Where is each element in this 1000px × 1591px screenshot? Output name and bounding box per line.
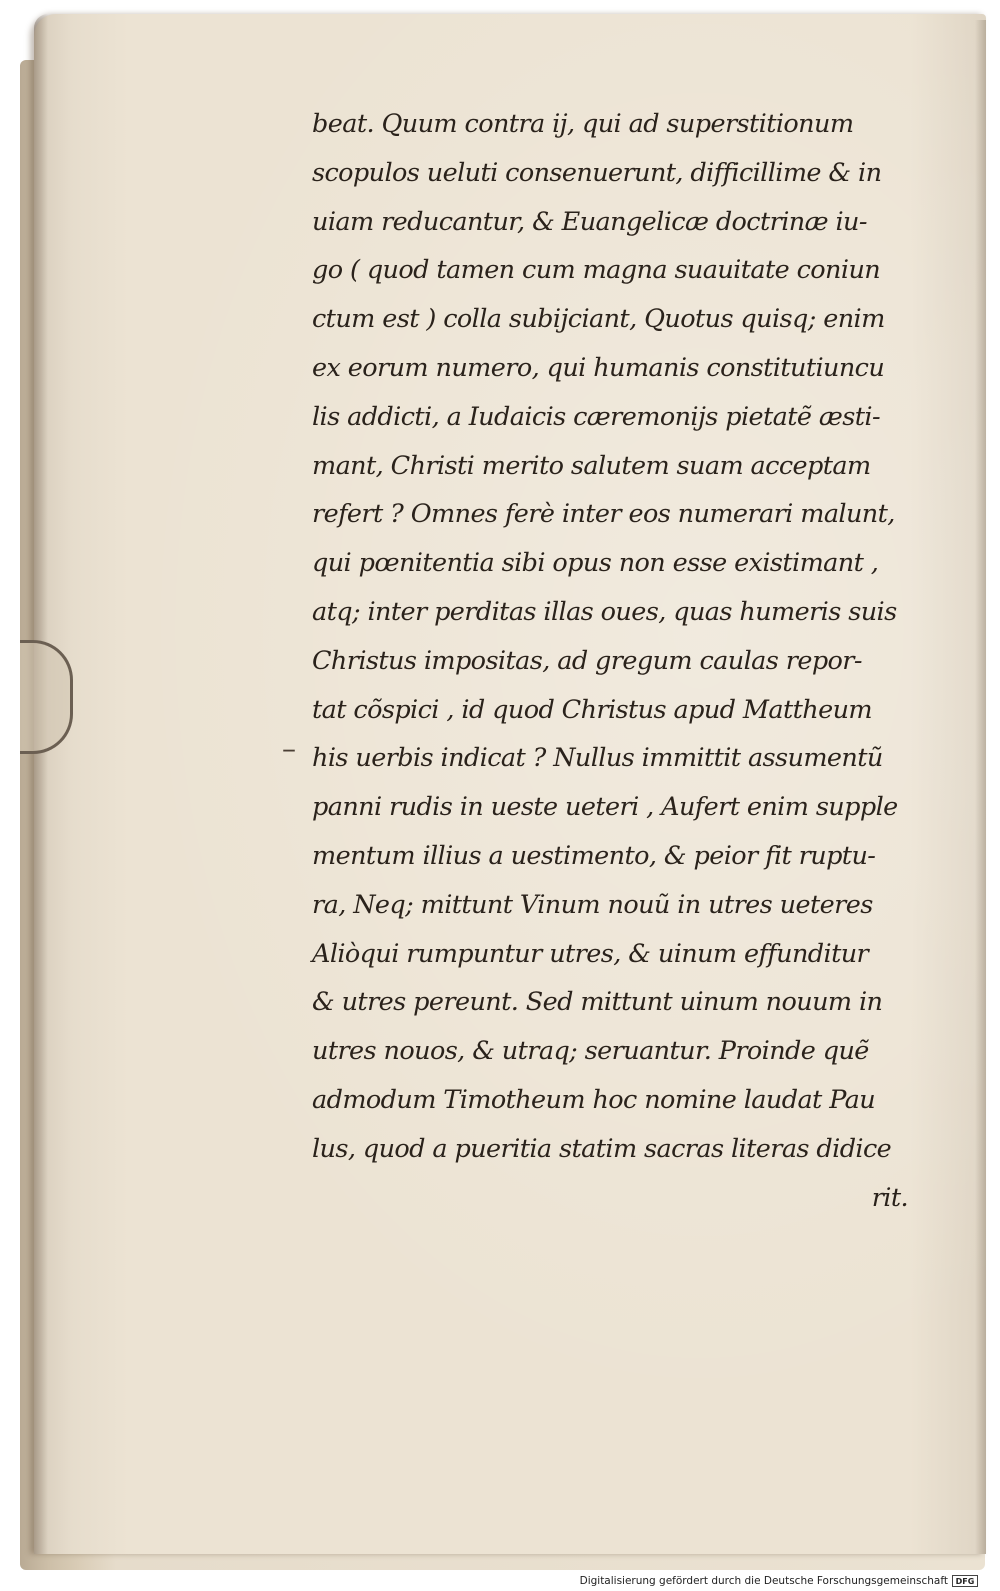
text-line-last: rit. xyxy=(871,1182,908,1213)
text-line-13: tat cõspici , id quod Christus apud Mattheum xyxy=(312,694,873,725)
text-line-15: panni rudis in ueste ueteri , Aufert enim supple xyxy=(312,792,898,823)
dfg-logo-icon: DFG xyxy=(952,1575,978,1587)
text-line-20: utres nouos, & utraq; seruantur. Proinde quẽ xyxy=(312,1036,869,1067)
margin-dash-mark: – xyxy=(282,732,296,765)
text-line-19: & utres pereunt. Sed mittunt uinum nouum in xyxy=(312,987,883,1018)
book-clasp xyxy=(20,640,73,754)
page-right-edge xyxy=(975,20,986,1554)
text-line-17: ra, Neq; mittunt Vinum nouũ in utres ueteres xyxy=(312,889,873,920)
text-line-12: Christus impositas, ad gregum caulas repor- xyxy=(312,645,862,676)
text-line-6: ex eorum numero, qui humanis constitutiuncu xyxy=(312,352,885,383)
text-line-16: mentum illius a uestimento, & peior fit ruptu- xyxy=(312,840,876,871)
text-line-4: go ( quod tamen cum magna suauitate coniun xyxy=(312,255,881,286)
text-line-22: lus, quod a pueritia statim sacras literas didice xyxy=(312,1133,892,1164)
text-line-11: atq; inter perditas illas oues, quas humeris suis xyxy=(312,596,897,627)
text-line-8: mant, Christi merito salutem suam acceptam xyxy=(312,450,871,481)
text-line-9: refert ? Omnes ferè inter eos numerari malunt, xyxy=(312,499,895,530)
page-gutter-shadow xyxy=(34,14,48,1554)
text-line-1: beat. Quum contra ij, qui ad superstitionum xyxy=(312,109,854,139)
text-line-5: ctum est ) colla subijciant, Quotus quisq; enim xyxy=(312,304,885,335)
footer-credit: Digitalisierung gefördert durch die Deutsche Forschungsgemeinschaft xyxy=(579,1575,948,1587)
text-line-3: uiam reducantur, & Euangelicæ doctrinæ iu- xyxy=(312,206,867,237)
text-line-7: lis addicti, a Iudaicis cæremonijs pietatẽ æsti- xyxy=(312,401,880,432)
page-text-block xyxy=(312,100,922,1222)
text-line-2: scopulos ueluti consenuerunt, difficillime & in xyxy=(312,157,882,188)
text-line-10: qui pœnitentia sibi opus non esse existimant , xyxy=(312,548,879,579)
text-line-21: admodum Timotheum hoc nomine laudat Pau xyxy=(312,1084,876,1115)
text-line-14: his uerbis indicat ? Nullus immittit assumentũ xyxy=(312,743,883,774)
text-line-18: Aliòqui rumpuntur utres, & uinum effunditur xyxy=(312,938,869,969)
